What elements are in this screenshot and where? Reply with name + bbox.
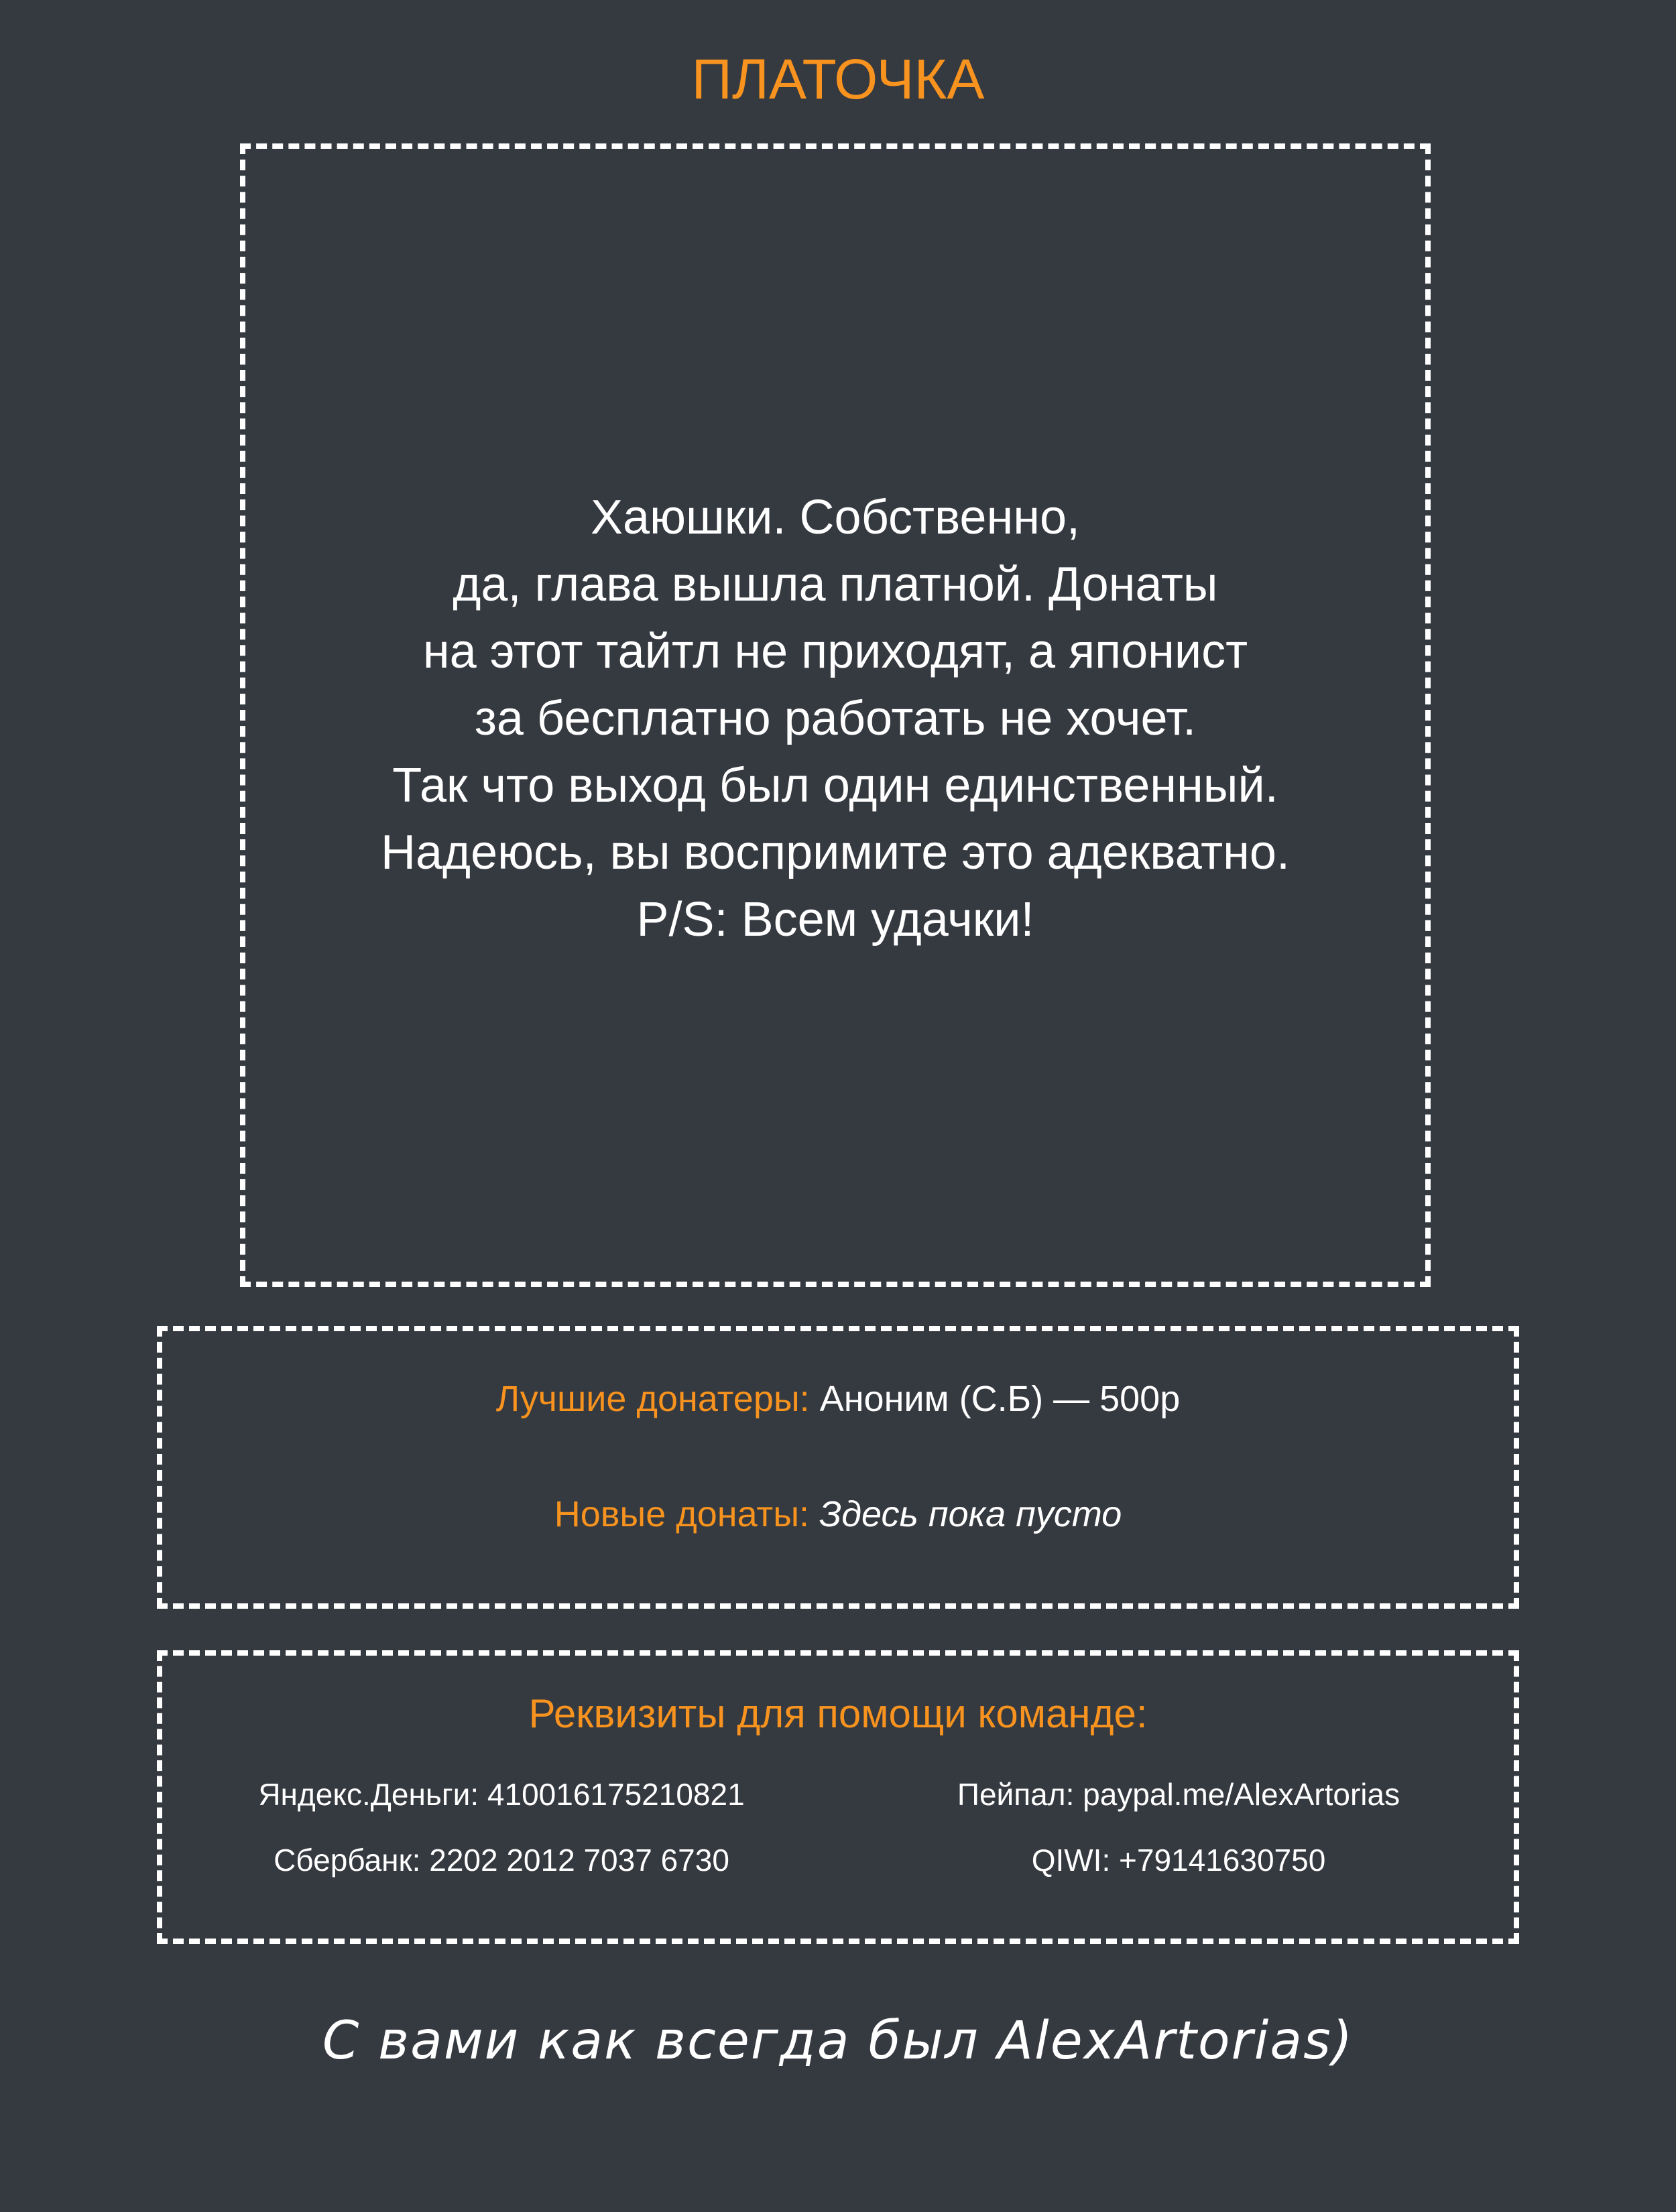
top-donors-label: Лучшие донатеры:: [495, 1379, 810, 1419]
message-line: да, глава вышла платной. Донаты: [453, 558, 1218, 611]
donors-box: [157, 1326, 1519, 1609]
top-donors-row: [162, 1378, 1514, 1420]
page-title: ПЛАТОЧКА: [691, 48, 985, 111]
message-box: [240, 143, 1431, 1287]
top-donors-value: Аноним (С.Б) — 500р: [819, 1379, 1181, 1419]
message-line: P/S: Всем удачки!: [636, 893, 1034, 946]
message-line: Так что выход был один единственный.: [392, 759, 1278, 812]
yandex-money-requisite: Яндекс.Деньги: 410016175210821: [258, 1777, 745, 1812]
message-text: [245, 484, 1425, 953]
message-line: Хаюшки. Собственно,: [590, 491, 1081, 544]
requisites-title: Реквизиты для помощи команде:: [528, 1691, 1148, 1736]
new-donations-row: [162, 1493, 1514, 1535]
new-donations-value: Здесь пока пусто: [819, 1494, 1122, 1534]
message-line: за бесплатно работать не хочет.: [474, 692, 1197, 745]
qiwi-requisite: QIWI: +79141630750: [1031, 1843, 1326, 1878]
requisites-box: [157, 1650, 1519, 1944]
sberbank-requisite: Сбербанк: 2202 2012 7037 6730: [274, 1843, 729, 1878]
message-line: Надеюсь, вы воспримите это адекватно.: [381, 826, 1290, 879]
signature: С вами как всегда был AlexArtorias): [322, 2011, 1354, 2071]
paypal-requisite: Пейпал: paypal.me/AlexArtorias: [957, 1777, 1400, 1812]
new-donations-label: Новые донаты:: [554, 1494, 810, 1534]
message-line: на этот тайтл не приходят, а японист: [422, 625, 1248, 678]
